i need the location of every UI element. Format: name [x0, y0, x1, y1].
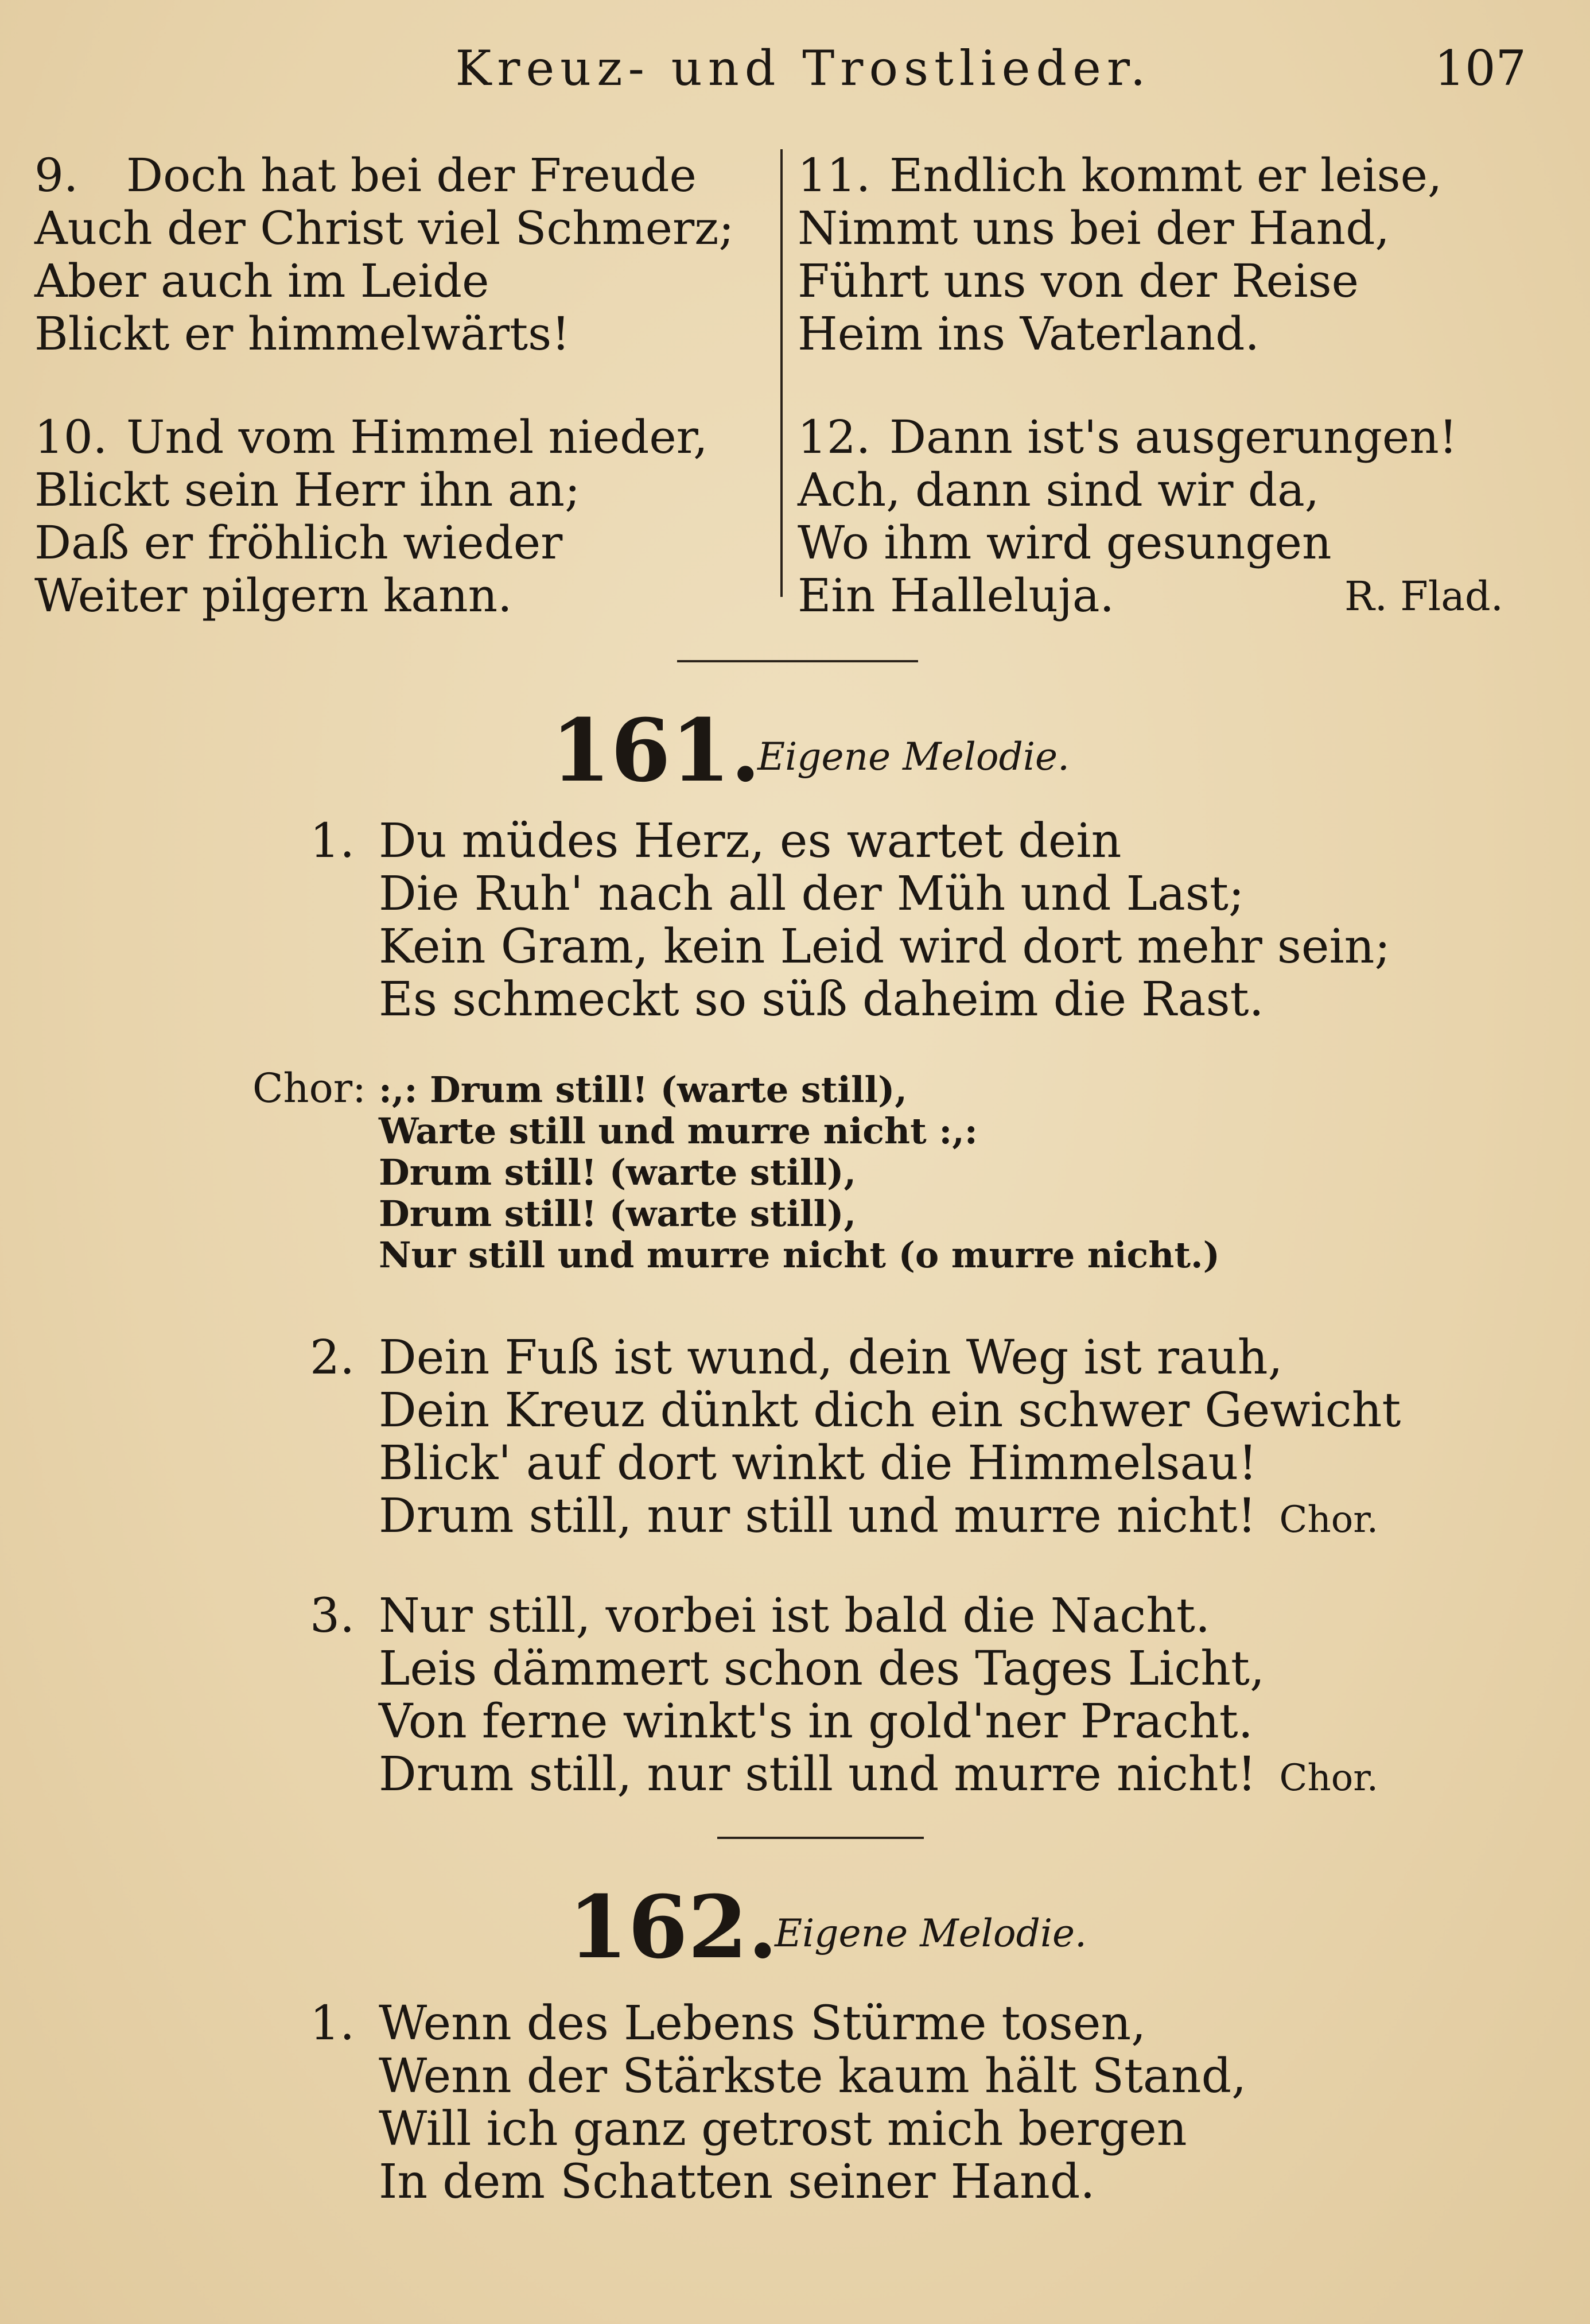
verse-line: Will ich ganz getrost mich bergen	[379, 2102, 1187, 2156]
hymn-161-heading	[0, 700, 1590, 801]
melody-note: Eigene Melodie.	[775, 1911, 1087, 1956]
chorus-line: Drum still! (warte still),	[379, 1193, 857, 1235]
verse-9	[34, 149, 740, 360]
verse-line: Drum still, nur still und murre nicht!	[379, 1747, 1257, 1802]
verse-line: Es schmeckt so süß daheim die Rast.	[379, 972, 1264, 1027]
melody-note: Eigene Melodie.	[757, 735, 1070, 779]
chorus-reference: Chor.	[1279, 1757, 1379, 1799]
verse-line: Daß er fröhlich wieder	[34, 516, 563, 569]
verse-line: Leis dämmert schon des Tages Licht,	[379, 1642, 1265, 1696]
verse-line: Kein Gram, kein Leid wird dort mehr sein;	[379, 919, 1391, 974]
verse-line: Drum still, nur still und murre nicht!	[379, 1489, 1257, 1543]
stanza-number: 1.	[310, 814, 355, 868]
verse-11	[798, 149, 1503, 360]
verse-line: Endlich kommt er leise,	[889, 149, 1443, 202]
verse-line: Aber auch im Leide	[34, 254, 489, 308]
hymn-161-stanza-1	[310, 815, 1400, 1026]
section-rule	[717, 1837, 924, 1839]
verse-line: Weiter pilgern kann.	[34, 569, 512, 622]
verse-line: Die Ruh' nach all der Müh und Last;	[379, 867, 1245, 921]
stanza-number: 1.	[310, 1996, 355, 2051]
hymn-161-chorus	[252, 1065, 1343, 1276]
hymn-162-stanza-1	[310, 1997, 1400, 2209]
right-column	[798, 149, 1503, 673]
page-number: 107	[1434, 40, 1526, 96]
stanza-number: 3.	[310, 1589, 355, 1643]
verse-line: Dann ist's ausgerungen!	[889, 410, 1457, 464]
chorus-label: Chor:	[252, 1065, 366, 1112]
page-header	[34, 40, 1526, 115]
verse-12	[798, 411, 1503, 622]
verse-number: 9.	[34, 149, 79, 202]
column-divider	[780, 149, 783, 597]
chorus-line: Drum still! (warte still),	[379, 1151, 857, 1193]
verse-line: Und vom Himmel nieder,	[126, 410, 708, 464]
verse-line: Auch der Christ viel Schmerz;	[34, 201, 734, 255]
verse-line: Ein Halleluja.	[798, 569, 1114, 622]
verse-line: Ach, dann sind wir da,	[798, 463, 1320, 517]
verse-number: 10.	[34, 410, 108, 464]
left-column	[34, 149, 740, 673]
chorus-line: :,: Drum still! (warte still),	[379, 1069, 907, 1111]
stanza-number: 2.	[310, 1330, 355, 1385]
hymn-162-heading	[0, 1877, 1590, 1978]
verse-line: Blickt sein Herr ihn an;	[34, 463, 581, 517]
verse-number: 12.	[798, 410, 871, 464]
verse-line: Dein Kreuz dünkt dich ein schwer Gewicht	[379, 1383, 1401, 1438]
verse-line: Heim ins Vaterland.	[798, 307, 1259, 360]
verse-line: Dein Fuß ist wund, dein Weg ist rauh,	[379, 1330, 1283, 1385]
chorus-line: Warte still und murre nicht :,:	[379, 1110, 978, 1152]
verse-line: Doch hat bei der Freude	[126, 149, 697, 202]
chorus-line: Nur still und murre nicht (o murre nicht.)	[379, 1234, 1220, 1276]
verse-line: Du müdes Herz, es wartet dein	[379, 814, 1122, 868]
verse-line: In dem Schatten seiner Hand.	[379, 2155, 1095, 2209]
author-attribution: R. Flad.	[1344, 573, 1503, 620]
verse-line: Blickt er himmelwärts!	[34, 307, 570, 360]
hymn-161-stanza-2	[310, 1332, 1400, 1546]
hymn-number: 161.	[551, 700, 761, 801]
verse-line: Blick' auf dort winkt die Himmelsau!	[379, 1436, 1258, 1491]
chorus-reference: Chor.	[1279, 1499, 1379, 1541]
continued-hymn-verses	[34, 149, 1503, 631]
verse-line: Wenn der Stärkste kaum hält Stand,	[379, 2049, 1247, 2104]
section-rule	[677, 660, 918, 662]
verse-line: Führt uns von der Reise	[798, 254, 1359, 308]
running-title: Kreuz- und Trostlieder.	[455, 40, 1152, 96]
verse-line: Nur still, vorbei ist bald die Nacht.	[379, 1589, 1211, 1643]
verse-line: Nimmt uns bei der Hand,	[798, 201, 1390, 255]
verse-line: Wenn des Lebens Stürme tosen,	[379, 1996, 1146, 2051]
verse-10	[34, 411, 740, 622]
verse-line: Wo ihm wird gesungen	[798, 516, 1332, 569]
hymn-number: 162.	[568, 1877, 778, 1978]
hymn-161-stanza-3	[310, 1590, 1400, 1805]
verse-line: Von ferne winkt's in gold'ner Pracht.	[379, 1694, 1253, 1749]
verse-number: 11.	[798, 149, 871, 202]
